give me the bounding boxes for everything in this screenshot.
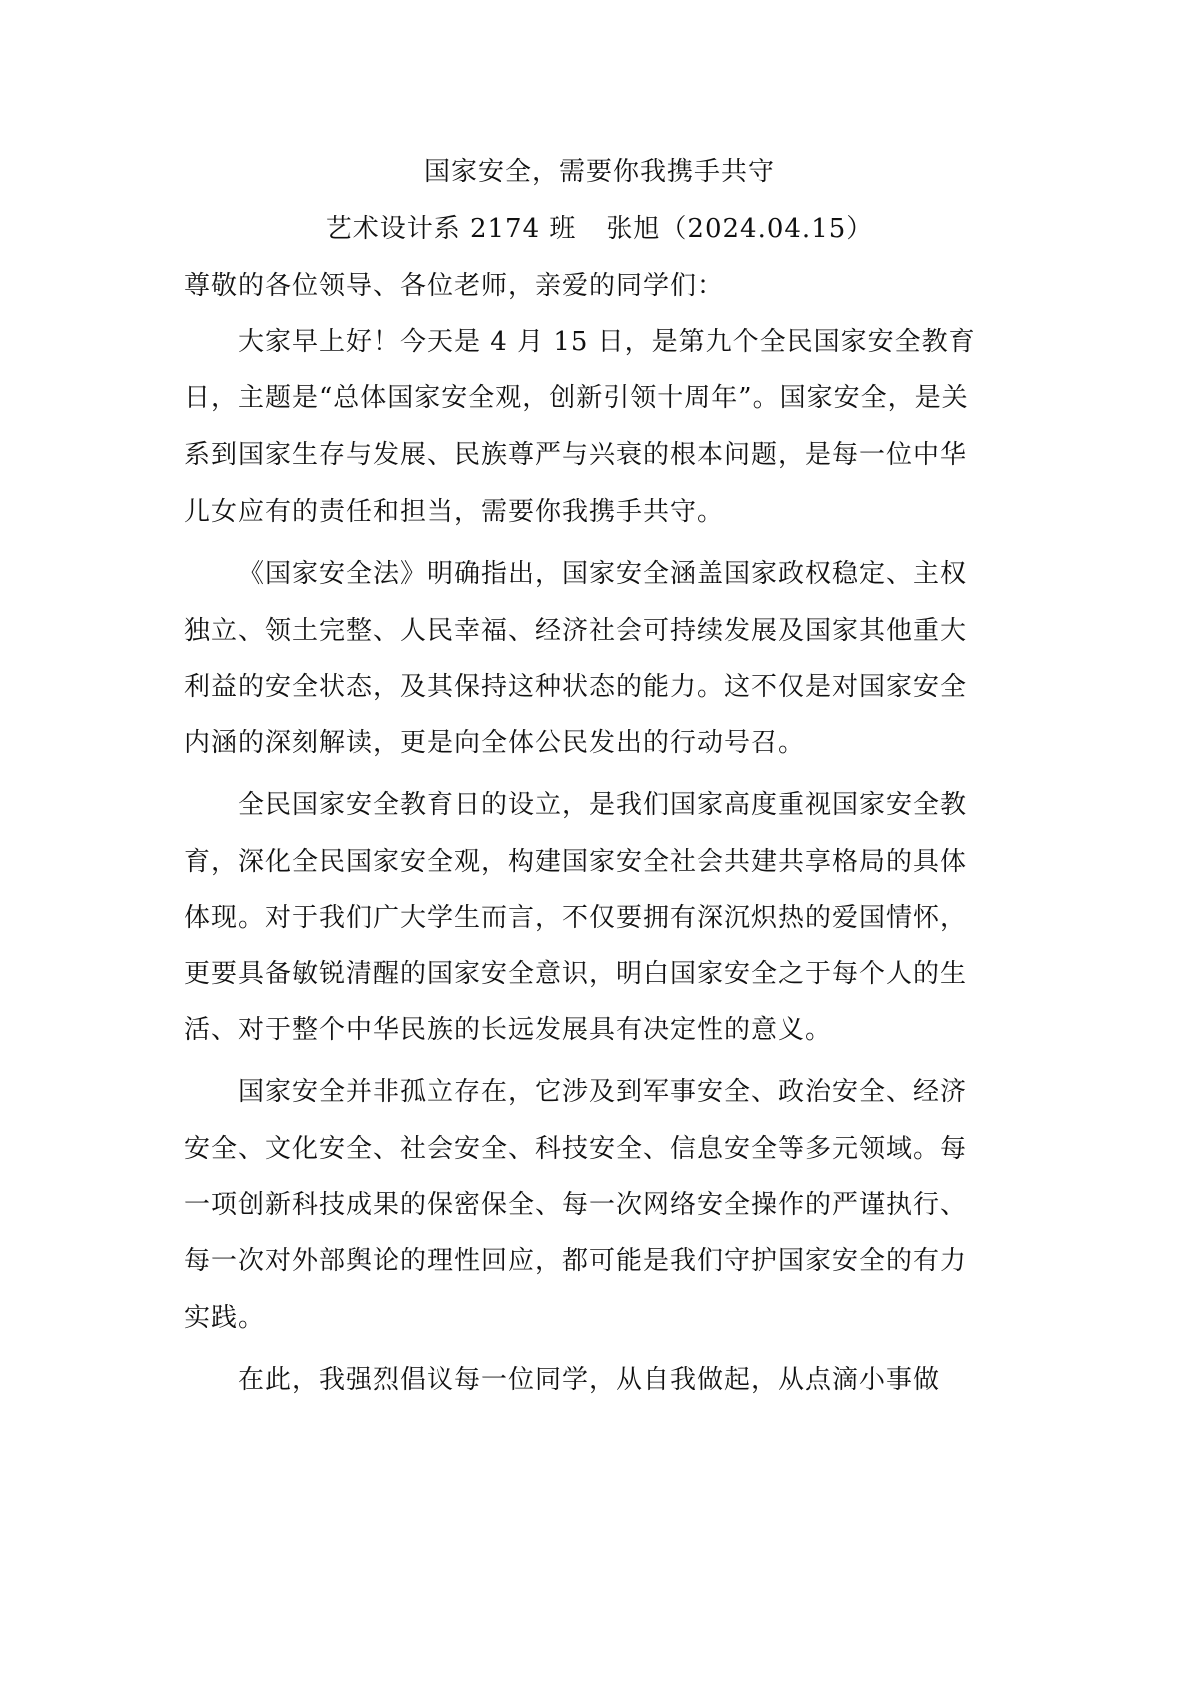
text-line: 一项创新科技成果的保密保全、每一次网络安全操作的严谨执行、 — [184, 1190, 968, 1220]
text-line: 日，主题是“总体国家安全观，创新引领十周年”。国家安全，是关 — [184, 383, 969, 413]
text-line: 安全、文化安全、社会安全、科技安全、信息安全等多元领域。每 — [184, 1134, 968, 1164]
text-line: 《国家安全法》明确指出，国家安全涵盖国家政权稳定、主权 — [238, 559, 968, 589]
text-line: 活、对于整个中华民族的长远发展具有决定性的意义。 — [184, 1015, 833, 1045]
salutation: 尊敬的各位领导、各位老师，亲爱的同学们： — [184, 271, 725, 301]
text-line: 每一次对外部舆论的理性回应，都可能是我们守护国家安全的有力 — [184, 1246, 968, 1276]
text-line: 育，深化全民国家安全观，构建国家安全社会共建共享格局的具体 — [184, 847, 968, 877]
text-line: 实践。 — [184, 1303, 266, 1333]
text-line: 大家早上好！今天是 4 月 15 日，是第九个全民国家安全教育 — [238, 327, 976, 357]
byline-class: 艺术设计系 2174 班 — [325, 214, 577, 244]
text-line: 内涵的深刻解读，更是向全体公民发出的行动号召。 — [184, 728, 806, 758]
text-line: 在此，我强烈倡议每一位同学，从自我做起，从点滴小事做 — [238, 1365, 941, 1395]
text-line: 更要具备敏锐清醒的国家安全意识，明白国家安全之于每个人的生 — [184, 959, 968, 989]
text-line: 系到国家生存与发展、民族尊严与兴衰的根本问题，是每一位中华 — [184, 440, 968, 470]
text-line: 独立、领土完整、人民幸福、经济社会可持续发展及国家其他重大 — [184, 616, 968, 646]
text-line: 全民国家安全教育日的设立，是我们国家高度重视国家安全教 — [238, 790, 968, 820]
text-line: 儿女应有的责任和担当，需要你我携手共守。 — [184, 497, 725, 527]
document-byline — [0, 211, 1199, 247]
byline-author: 张旭（2024.04.15） — [606, 214, 874, 244]
document-title: 国家安全，需要你我携手共守 — [423, 157, 775, 187]
text-line: 国家安全并非孤立存在，它涉及到军事安全、政治安全、经济 — [238, 1077, 968, 1107]
text-line: 体现。对于我们广大学生而言，不仅要拥有深沉炽热的爱国情怀， — [184, 903, 968, 933]
text-line: 利益的安全状态，及其保持这种状态的能力。这不仅是对国家安全 — [184, 672, 968, 702]
